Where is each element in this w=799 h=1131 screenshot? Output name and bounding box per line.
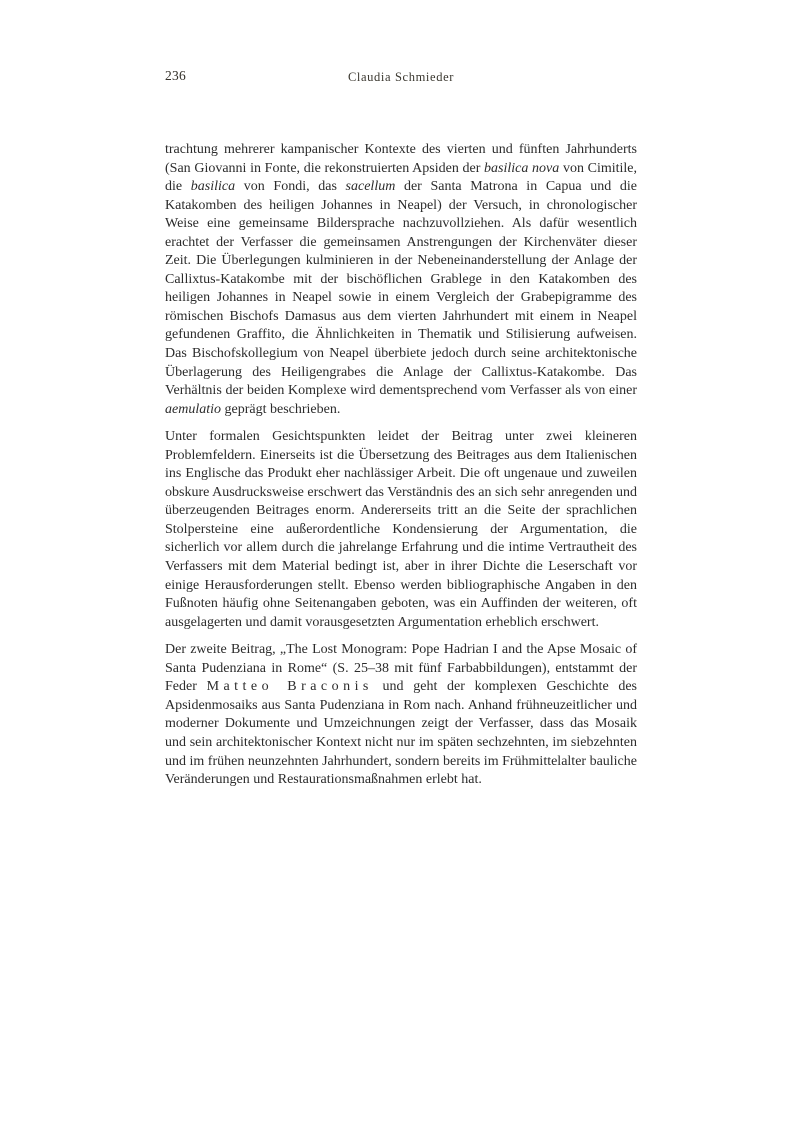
- paragraph-3: Der zweite Beitrag, „The Lost Monogram: Pope Hadrian I and the Apse Mosaic of Santa Pudenziana in Rome“ (S. 25–38 mit fünf Farbabbildungen), entstammt der Feder Matteo Braconis und geht der komplexen Geschichte des Apsidenmosaiks aus Santa Pudenziana in Rom nach. Anhand frühneuzeitlicher und moderner Dokumente und Umzeichnungen zeigt der Verfasser, dass das Mosaik und sein architektonischer Kontext nicht nur im späten sechzehnten, im siebzehnten und im frühen neunzehnten Jahrhundert, sondern bereits im Frühmittelalter bauliche Veränderungen und Restaurationsmaßnahmen erlebt hat.: [165, 642, 637, 788]
- running-head-author: Claudia Schmieder: [347, 70, 455, 84]
- paragraph-2: Unter formalen Gesichtspunkten leidet der Beitrag unter zwei kleineren Problemfeldern. Einerseits ist die Übersetzung des Beitrages aus dem Italienischen ins Englische das Produkt eher nachlässiger Arbeit. Die oft ungenaue und zuweilen obskure Ausdrucksweise erschwert das Verständnis des an sich sehr anregenden und überzeugenden Beitrages enorm. Andererseits tritt an die Seite der sprachlichen Stolpersteine eine außerordentliche Kondensierung der Argumentation, die sicherlich vor allem durch die jahrelange Erfahrung und die intime Vertrautheit des Verfassers mit dem Material bedingt ist, aber in ihrer Dichte die Leserschaft vor einige Herausforderungen stellt. Ebenso werden bibliographische Angaben in den Fußnoten häufig ohne Seitenangaben geboten, was ein Auffinden der weiteren, oft ausgelagerten und damit vorausgesetzten Argumentation erheblich erschwert.: [165, 429, 637, 630]
- body-text: [165, 141, 637, 799]
- page-number: 236: [165, 68, 187, 83]
- paragraph-1: trachtung mehrerer kampanischer Kontexte des vierten und fünften Jahrhunderts (San Giovanni in Fonte, die rekonstruierten Apsiden der basilica nova von Cimitile, die basilica von Fondi, das sacellum der Santa Matrona in Capua und die Katakomben des heiligen Johannes in Neapel) der Versuch, in chronologischer Weise eine gemeinsame Bildersprache nachzuvollziehen. Als dafür wesentlich erachtet der Verfasser die gemeinsamen Anstrengungen der Kirchenväter dieser Zeit. Die Überlegungen kulminieren in der Nebeneinanderstellung der Anlage der Callixtus-Katakombe mit der bischöflichen Grablege in den Katakomben des heiligen Johannes in Neapel sowie in einem Vergleich der Grabepigramme des römischen Bischofs Damasus aus dem vierten Jahrhundert mit einem in Neapel gefundenen Graffito, die Ähnlichkeiten in Thematik und Stilisierung aufweisen. Das Bischofskollegium von Neapel überbiete jedoch durch seine architektonische Überlagerung des Heiligengrabes die Anlage der Callixtus-Katakombe. Das Verhältnis der beiden Komplexe wird dementsprechend vom Verfasser als von einer aemulatio geprägt beschrieben.: [165, 142, 638, 417]
